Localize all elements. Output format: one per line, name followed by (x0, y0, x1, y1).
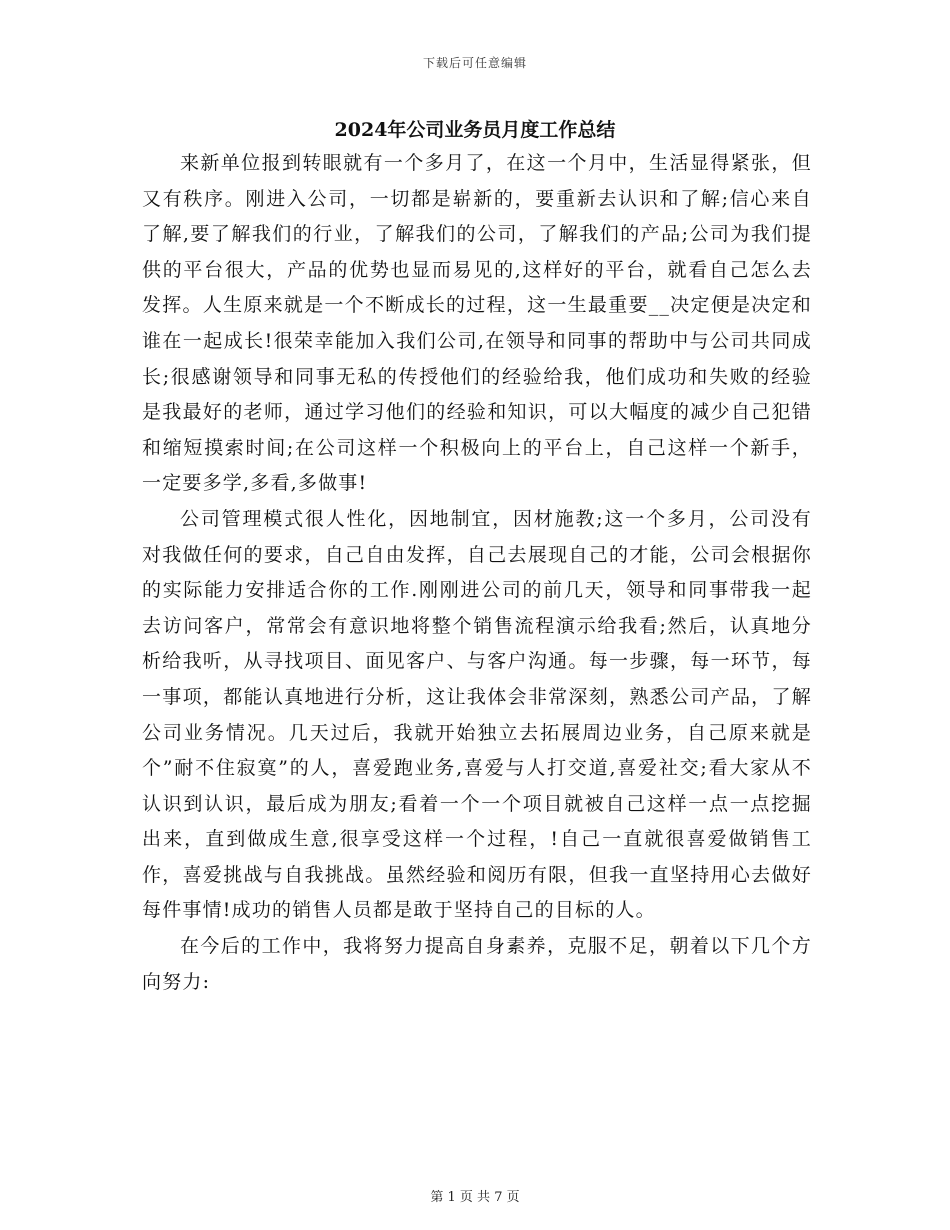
paragraph-1: 来新单位报到转眼就有一个多月了，在这一个月中，生活显得紧张，但又有秩序。刚进入公司，一切都是崭新的，要重新去认识和了解;信心来自了解,要了解我们的行业，了解我们的公司，了解我们的产品;公司为我们提供的平台很大，产品的优势也显而易见的,这样好的平台，就看自己怎么去发挥。人生原来就是一个不断成长的过程，这一生最重要__决定便是决定和谁在一起成长!很荣幸能加入我们公司,在领导和同事的帮助中与公司共同成长;很感谢领导和同事无私的传授他们的经验给我，他们成功和失败的经验是我最好的老师，通过学习他们的经验和知识，可以大幅度的减少自己犯错和缩短摸索时间;在公司这样一个积极向上的平台上，自己这样一个新手，一定要多学,多看,多做事! (142, 152, 812, 495)
page-number-footer: 第 1 页 共 7 页 (430, 1190, 520, 1205)
document-body (142, 146, 812, 1000)
document-title: 2024年公司业务员月度工作总结 (334, 119, 616, 141)
paragraph-2: 公司管理模式很人性化，因地制宜，因材施教;这一个多月，公司没有对我做任何的要求，自己自由发挥，自己去展现自己的才能，公司会根据你的实际能力安排适合你的工作.刚刚进公司的前几天，领导和同事带我一起去访问客户，常常会有意识地将整个销售流程演示给我看;然后，认真地分析给我听，从寻找项目、面见客户、与客户沟通。每一步骤，每一环节，每一事项，都能认真地进行分析，这让我体会非常深刻，熟悉公司产品，了解公司业务情况。几天过后，我就开始独立去拓展周边业务，自己原来就是个”耐不住寂寞”的人，喜爱跑业务,喜爱与人打交道,喜爱社交;看大家从不认识到认识，最后成为朋友;看着一个一个项目就被自己这样一点一点挖掘出来，直到做成生意,很享受这样一个过程，!自己一直就很喜爱做销售工作，喜爱挑战与自我挑战。虽然经验和阅历有限，但我一直坚持用心去做好每件事情!成功的销售人员都是敢于坚持自己的目标的人。 (142, 507, 812, 922)
paragraph-3: 在今后的工作中，我将努力提高自身素养，克服不足，朝着以下几个方向努力: (142, 935, 812, 993)
header-note: 下载后可任意编辑 (422, 56, 527, 70)
